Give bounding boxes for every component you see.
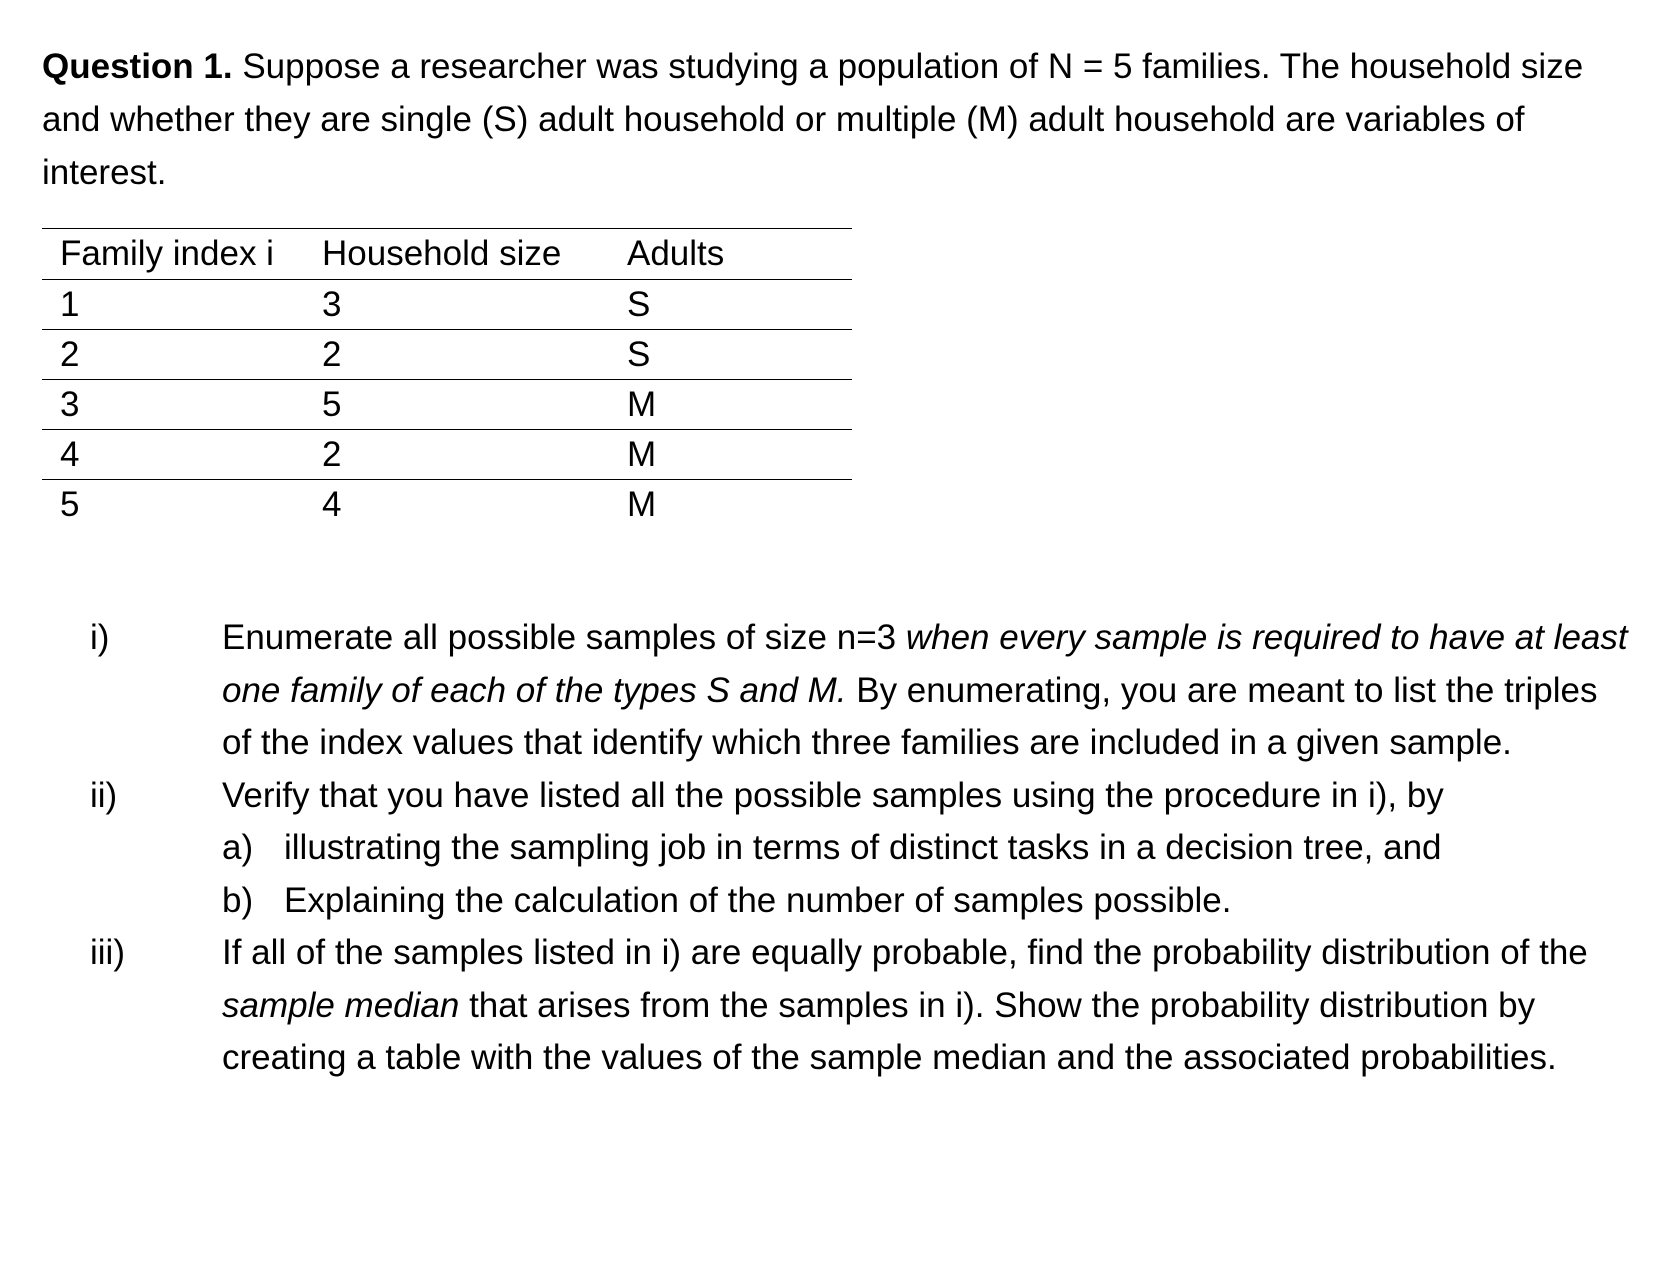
header-family-index: Family index i xyxy=(42,229,322,280)
cell-adults: M xyxy=(627,380,852,430)
question-text: Suppose a researcher was studying a population of N = 5 families. The household size and whether they are single (S) adult household or multiple (M) adult household are variables of interest. xyxy=(42,47,1584,192)
cell-size: 2 xyxy=(322,430,627,480)
table-row xyxy=(42,480,852,530)
table-row xyxy=(42,330,852,380)
cell-index: 1 xyxy=(42,280,322,330)
part-iii-number: iii) xyxy=(90,933,125,972)
part-i xyxy=(42,612,1632,770)
table-row xyxy=(42,430,852,480)
part-i-text-b: By enumerating, you are meant to list the triples of the index values that identify which three families are included in a given sample. xyxy=(222,670,1598,762)
part-iii xyxy=(42,927,1632,1085)
part-iii-text-emphasis: sample median xyxy=(222,985,460,1025)
cell-size: 5 xyxy=(322,380,627,430)
part-iii-text-b: that arises from the samples in i). Show the probability distribution by creating a table with the values of the sample median and the associated probabilities. xyxy=(222,985,1557,1077)
cell-adults: S xyxy=(627,280,852,330)
question-intro xyxy=(42,40,1602,199)
question-label: Question 1. xyxy=(42,47,233,86)
question-parts xyxy=(42,612,1632,1085)
header-household-size: Household size xyxy=(322,229,627,280)
part-iii-text-a: If all of the samples listed in i) are equally probable, find the probability distribution of the xyxy=(222,933,1588,972)
part-ii-b-label: b) xyxy=(222,880,254,920)
cell-index: 4 xyxy=(42,430,322,480)
cell-size: 4 xyxy=(322,484,342,524)
document xyxy=(42,40,1628,1077)
header-adults: Adults xyxy=(627,229,852,280)
part-ii-a xyxy=(222,822,1632,875)
part-ii-number: ii) xyxy=(90,775,118,815)
cell-index: 5 xyxy=(60,484,80,524)
family-table xyxy=(42,228,852,529)
table-header-row xyxy=(42,229,852,280)
part-ii-a-text: illustrating the sampling job in terms of distinct tasks in a decision tree, and xyxy=(284,828,1442,867)
part-ii-b-text: Explaining the calculation of the number of samples possible. xyxy=(284,880,1232,920)
cell-adults: S xyxy=(627,330,852,380)
part-i-text-a: Enumerate all possible samples of size n=3 xyxy=(222,618,906,657)
part-i-text-emphasis: when every sample is required to have at least one family of each of the types S and M. xyxy=(222,618,1628,710)
part-ii-a-label: a) xyxy=(222,828,254,867)
part-i-number: i) xyxy=(90,618,110,657)
cell-index: 2 xyxy=(42,330,322,380)
cell-index: 3 xyxy=(42,380,322,430)
part-ii-text: Verify that you have listed all the possible samples using the procedure in i), by xyxy=(222,775,1444,815)
table-row xyxy=(42,280,852,330)
cell-adults: M xyxy=(627,484,657,524)
table-row xyxy=(42,380,852,430)
cell-adults: M xyxy=(627,430,852,480)
part-ii xyxy=(42,770,1632,928)
cell-size: 3 xyxy=(322,280,627,330)
part-ii-b xyxy=(222,875,1632,928)
cell-size: 2 xyxy=(322,330,627,380)
